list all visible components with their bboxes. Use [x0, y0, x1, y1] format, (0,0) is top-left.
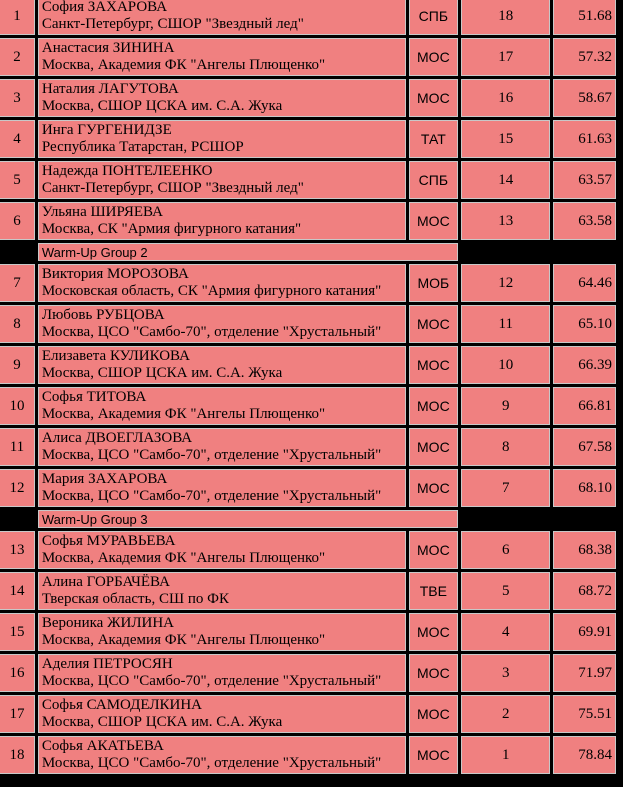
start-number-cell: 3	[461, 654, 550, 692]
athlete-row	[0, 346, 616, 384]
athlete-club: Московская область, СК "Армия фигурного катания"	[41, 283, 382, 299]
score-cell: 71.97	[553, 654, 616, 692]
athlete-row	[0, 428, 616, 466]
region-cell: МОС	[409, 346, 459, 384]
athlete-club: Москва, СШОР ЦСКА им. С.А. Жука	[41, 365, 283, 381]
athlete-name: Любовь РУБЦОВА	[41, 307, 165, 323]
start-number-cell: 6	[461, 531, 550, 569]
start-number-cell: 17	[461, 38, 550, 76]
athlete-row	[0, 120, 616, 158]
score-cell: 63.58	[553, 202, 616, 240]
place-cell: 8	[0, 305, 35, 343]
start-number-cell: 4	[461, 613, 550, 651]
score-cell: 64.46	[553, 264, 616, 302]
athlete-name: Инга ГУРГЕНИДЗЕ	[41, 122, 172, 138]
athlete-club: Москва, ЦСО "Самбо-70", отделение "Хрустальный"	[41, 488, 382, 504]
athlete-row	[0, 654, 616, 692]
start-number-cell: 11	[461, 305, 550, 343]
athlete-name: Софья САМОДЕЛКИНА	[41, 697, 202, 713]
athlete-cell	[38, 613, 406, 651]
start-number-cell: 12	[461, 264, 550, 302]
start-number-cell: 13	[461, 202, 550, 240]
athlete-club: Москва, Академия ФК "Ангелы Плющенко"	[41, 406, 326, 422]
start-number-cell: 1	[461, 736, 550, 774]
region-cell: МОБ	[409, 264, 459, 302]
athlete-name: Ульяна ШИРЯЕВА	[41, 204, 163, 220]
score-cell: 63.57	[553, 161, 616, 199]
athlete-club: Москва, СК "Армия фигурного катания"	[41, 221, 302, 237]
start-number-cell: 16	[461, 79, 550, 117]
place-cell: 6	[0, 202, 35, 240]
group-spacer-cell	[0, 243, 35, 261]
athlete-name: Вероника ЖИЛИНА	[41, 615, 175, 631]
athlete-club: Москва, Академия ФК "Ангелы Плющенко"	[41, 632, 326, 648]
score-cell: 61.63	[553, 120, 616, 158]
region-cell: МОС	[409, 531, 459, 569]
athlete-name: Елизавета КУЛИКОВА	[41, 348, 190, 364]
score-cell: 65.10	[553, 305, 616, 343]
athlete-row	[0, 79, 616, 117]
athlete-cell	[38, 161, 406, 199]
athlete-cell	[38, 736, 406, 774]
start-number-cell: 8	[461, 428, 550, 466]
region-cell: МОС	[409, 202, 459, 240]
start-number-cell: 9	[461, 387, 550, 425]
score-cell: 57.32	[553, 38, 616, 76]
athlete-cell	[38, 469, 406, 507]
athlete-club: Москва, ЦСО "Самбо-70", отделение "Хрустальный"	[41, 755, 382, 771]
start-number-cell: 18	[461, 0, 550, 35]
athlete-row	[0, 202, 616, 240]
athlete-row	[0, 387, 616, 425]
athlete-club: Москва, ЦСО "Самбо-70", отделение "Хрустальный"	[41, 673, 382, 689]
region-cell: МОС	[409, 387, 459, 425]
athlete-cell	[38, 531, 406, 569]
athlete-cell	[38, 120, 406, 158]
place-cell: 9	[0, 346, 35, 384]
score-cell: 66.81	[553, 387, 616, 425]
place-cell: 14	[0, 572, 35, 610]
region-cell: СПБ	[409, 0, 459, 35]
athlete-cell	[38, 695, 406, 733]
athlete-name: Мария ЗАХАРОВА	[41, 471, 168, 487]
athlete-name: София ЗАХАРОВА	[41, 0, 168, 15]
region-cell: МОС	[409, 469, 459, 507]
region-cell: ТАТ	[409, 120, 459, 158]
athlete-cell	[38, 428, 406, 466]
score-cell: 68.72	[553, 572, 616, 610]
athlete-row	[0, 38, 616, 76]
athlete-club: Москва, ЦСО "Самбо-70", отделение "Хрустальный"	[41, 447, 382, 463]
place-cell: 15	[0, 613, 35, 651]
athlete-name: Софья АКАТЬЕВА	[41, 738, 164, 754]
athlete-row	[0, 531, 616, 569]
region-cell: СПБ	[409, 161, 459, 199]
start-number-cell: 10	[461, 346, 550, 384]
score-cell: 78.84	[553, 736, 616, 774]
region-cell: МОС	[409, 736, 459, 774]
score-cell: 67.58	[553, 428, 616, 466]
region-cell: МОС	[409, 79, 459, 117]
group-spacer-cell	[461, 510, 616, 528]
place-cell: 16	[0, 654, 35, 692]
start-number-cell: 5	[461, 572, 550, 610]
athlete-cell	[38, 387, 406, 425]
warmup-group-label: Warm-Up Group 3	[38, 510, 458, 528]
region-cell: МОС	[409, 428, 459, 466]
region-cell: МОС	[409, 695, 459, 733]
athlete-row	[0, 264, 616, 302]
score-cell: 66.39	[553, 346, 616, 384]
place-cell: 4	[0, 120, 35, 158]
athlete-cell	[38, 38, 406, 76]
score-cell: 75.51	[553, 695, 616, 733]
athlete-name: Анастасия ЗИНИНА	[41, 40, 175, 56]
athlete-club: Москва, Академия ФК "Ангелы Плющенко"	[41, 550, 326, 566]
athlete-name: Виктория МОРОЗОВА	[41, 266, 189, 282]
athlete-club: Москва, ЦСО "Самбо-70", отделение "Хрустальный"	[41, 324, 382, 340]
athlete-club: Санкт-Петербург, СШОР "Звездный лед"	[41, 180, 304, 196]
region-cell: МОС	[409, 654, 459, 692]
athlete-club: Москва, СШОР ЦСКА им. С.А. Жука	[41, 714, 283, 730]
place-cell: 11	[0, 428, 35, 466]
place-cell: 5	[0, 161, 35, 199]
athlete-row	[0, 161, 616, 199]
athlete-name: Наталия ЛАГУТОВА	[41, 81, 179, 97]
athlete-row	[0, 613, 616, 651]
athlete-row	[0, 0, 616, 35]
group-spacer-cell	[461, 243, 616, 261]
athlete-row	[0, 695, 616, 733]
athlete-row	[0, 572, 616, 610]
region-cell: МОС	[409, 305, 459, 343]
athlete-row	[0, 305, 616, 343]
region-cell: ТВЕ	[409, 572, 459, 610]
athlete-club: Москва, СШОР ЦСКА им. С.А. Жука	[41, 98, 283, 114]
score-cell: 69.91	[553, 613, 616, 651]
athlete-row	[0, 469, 616, 507]
athlete-name: Аделия ПЕТРОСЯН	[41, 656, 173, 672]
start-number-cell: 2	[461, 695, 550, 733]
score-cell: 58.67	[553, 79, 616, 117]
start-number-cell: 15	[461, 120, 550, 158]
warmup-group-row	[0, 510, 616, 528]
athlete-row	[0, 736, 616, 774]
athlete-name: Надежда ПОНТЕЛЕЕНКО	[41, 163, 213, 179]
athlete-name: Алиса ДВОЕГЛАЗОВА	[41, 430, 193, 446]
warmup-group-row	[0, 243, 616, 261]
place-cell: 2	[0, 38, 35, 76]
place-cell: 18	[0, 736, 35, 774]
start-number-cell: 7	[461, 469, 550, 507]
region-cell: МОС	[409, 38, 459, 76]
score-cell: 51.68	[553, 0, 616, 35]
athlete-club: Москва, Академия ФК "Ангелы Плющенко"	[41, 57, 326, 73]
place-cell: 13	[0, 531, 35, 569]
athlete-cell	[38, 305, 406, 343]
athlete-club: Республика Татарстан, РСШОР	[41, 139, 244, 155]
place-cell: 12	[0, 469, 35, 507]
athlete-cell	[38, 346, 406, 384]
place-cell: 10	[0, 387, 35, 425]
athlete-cell	[38, 79, 406, 117]
athlete-name: Софья МУРАВЬЕВА	[41, 533, 176, 549]
place-cell: 1	[0, 0, 35, 35]
athlete-cell	[38, 202, 406, 240]
athlete-club: Санкт-Петербург, СШОР "Звездный лед"	[41, 16, 304, 32]
athlete-cell	[38, 0, 406, 35]
start-number-cell: 14	[461, 161, 550, 199]
score-cell: 68.10	[553, 469, 616, 507]
place-cell: 3	[0, 79, 35, 117]
region-cell: МОС	[409, 613, 459, 651]
place-cell: 7	[0, 264, 35, 302]
warmup-group-label: Warm-Up Group 2	[38, 243, 458, 261]
athlete-name: Алина ГОРБАЧЁВА	[41, 574, 170, 590]
group-spacer-cell	[0, 510, 35, 528]
athlete-name: Софья ТИТОВА	[41, 389, 147, 405]
score-cell: 68.38	[553, 531, 616, 569]
athlete-cell	[38, 264, 406, 302]
athlete-club: Тверская область, СШ по ФК	[41, 591, 229, 607]
athlete-cell	[38, 572, 406, 610]
athlete-cell	[38, 654, 406, 692]
place-cell: 17	[0, 695, 35, 733]
